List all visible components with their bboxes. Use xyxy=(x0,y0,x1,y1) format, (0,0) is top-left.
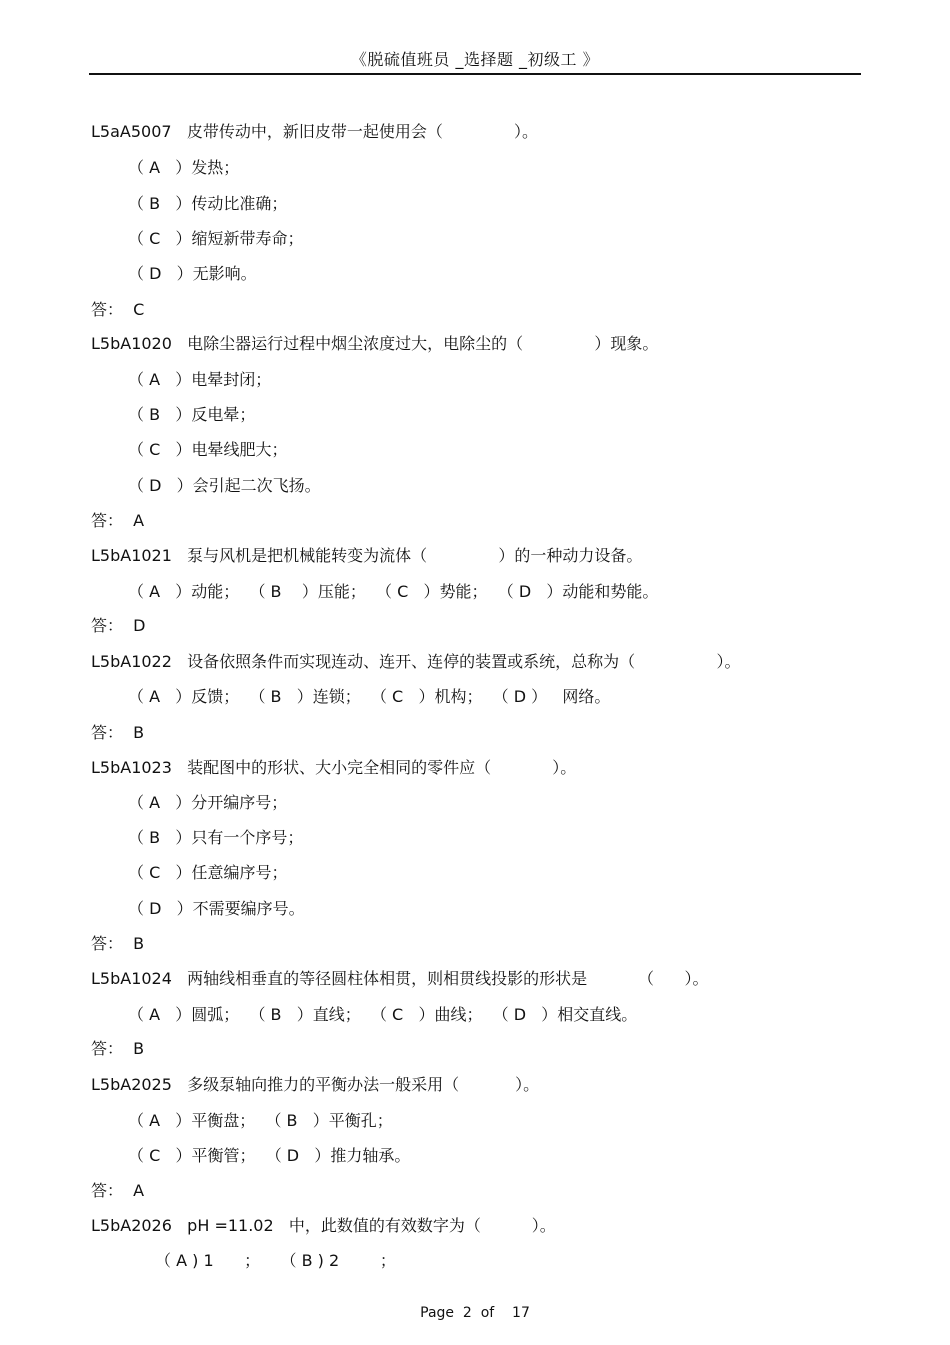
option-line: （ A ）分开编序号； xyxy=(128,793,288,812)
answer-line: 答： A xyxy=(91,511,145,530)
option-line: （ A ）动能； （ B ）压能； （ C ）势能； （ D ）动能和势能。 xyxy=(128,582,659,601)
question-line: L5bA2026 pH =11.02 中，此数值的有效数字为（ ）。 xyxy=(91,1216,556,1235)
answer-line: 答： B xyxy=(91,1039,145,1058)
document-header-title: 《脱硫值班员 _选择题 _初级工 》 xyxy=(350,50,600,69)
answer-line: 答： B xyxy=(91,723,145,742)
option-line: （ D ）会引起二次飞扬。 xyxy=(128,476,321,495)
question-line: L5bA1023 装配图中的形状、大小完全相同的零件应（ ）。 xyxy=(91,758,577,777)
option-line: （ B ）只有一个序号； xyxy=(128,828,304,847)
question-line: L5bA2025 多级泵轴向推力的平衡办法一般采用（ ）。 xyxy=(91,1075,540,1094)
question-line: L5aA5007 皮带传动中，新旧皮带一起使用会（ ）。 xyxy=(91,122,539,141)
question-line: L5bA1022 设备依照条件而实现连动、连开、连停的装置或系统，总称为（ ）。 xyxy=(91,652,741,671)
option-line: （ C ）平衡管； （ D ）推力轴承。 xyxy=(128,1146,411,1165)
answer-line: 答： D xyxy=(91,616,146,635)
option-line: （ B ）传动比准确； xyxy=(128,194,288,213)
option-line: （ A ）反馈； （ B ）连锁； （ C ）机构； （ D ） 网络。 xyxy=(128,687,611,706)
option-line: （ A ) 1 ； （ B ) 2 ； xyxy=(155,1251,396,1270)
question-line: L5bA1024 两轴线相垂直的等径圆柱体相贯，则相贯线投影的形状是 （ ）。 xyxy=(91,969,709,988)
answer-line: 答： A xyxy=(91,1181,145,1200)
option-line: （ C ）缩短新带寿命； xyxy=(128,229,304,248)
option-line: （ A ）发热； xyxy=(128,158,240,177)
answer-line: 答： C xyxy=(91,300,145,319)
page-number: Page 2 of 17 xyxy=(420,1305,530,1321)
question-line: L5bA1020 电除尘器运行过程中烟尘浓度过大，电除尘的（ ）现象。 xyxy=(91,334,659,353)
header-divider xyxy=(89,73,861,75)
answer-line: 答： B xyxy=(91,934,145,953)
option-line: （ A ）圆弧； （ B ）直线； （ C ）曲线； （ D ）相交直线。 xyxy=(128,1005,638,1024)
option-line: （ C ）任意编序号； xyxy=(128,863,288,882)
option-line: （ C ）电晕线肥大； xyxy=(128,440,288,459)
option-line: （ B ）反电晕； xyxy=(128,405,256,424)
question-line: L5bA1021 泵与风机是把机械能转变为流体（ ）的一种动力设备。 xyxy=(91,546,643,565)
option-line: （ D ）不需要编序号。 xyxy=(128,899,305,918)
option-line: （ A ）平衡盘； （ B ）平衡孔； xyxy=(128,1111,393,1130)
option-line: （ D ）无影响。 xyxy=(128,264,257,283)
option-line: （ A ）电晕封闭； xyxy=(128,370,272,389)
